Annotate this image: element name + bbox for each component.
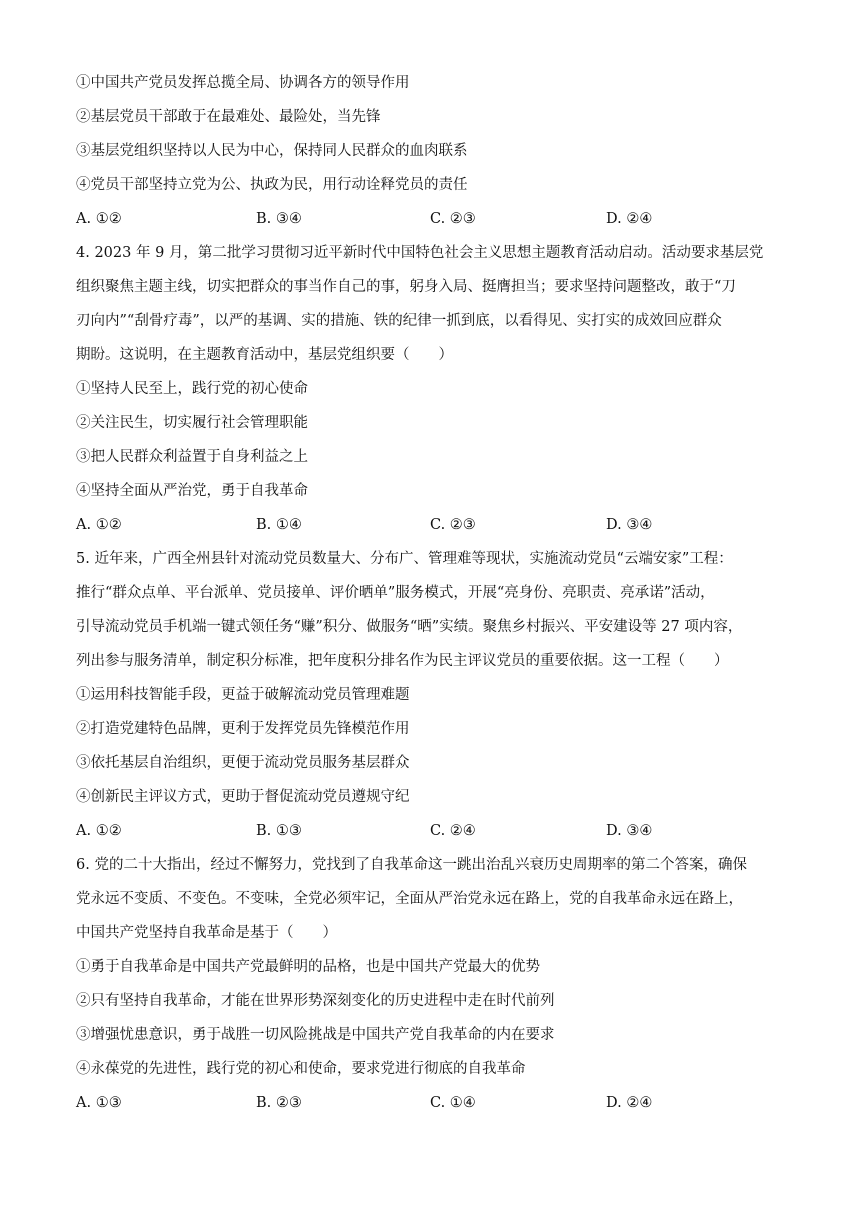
q5-stem-line-4: 列出参与服务清单，制定积分标准，把年度积分排名作为民主评议党员的重要依据。这一工程（ ） xyxy=(76,653,729,669)
q5-answer-b: B. ①③ xyxy=(256,823,302,839)
q6-answer-a: A. ①③ xyxy=(76,1095,122,1111)
q6-stem-line-1: 6. 党的二十大指出，经过不懈努力，党找到了自我革命这一跳出治乱兴衰历史周期率的第二个答案，确保 xyxy=(76,857,747,873)
q4-answer-a: A. ①② xyxy=(76,517,122,533)
q3-option-1: ①中国共产党员发挥总揽全局、协调各方的领导作用 xyxy=(76,75,410,91)
q6-stem-line-3: 中国共产党坚持自我革命是基于（ ） xyxy=(76,925,337,941)
q4-stem-line-4: 期盼。这说明，在主题教育活动中，基层党组织要（ ） xyxy=(76,347,453,363)
q4-stem-line-1: 4. 2023 年 9 月，第二批学习贯彻习近平新时代中国特色社会主义思想主题教育活动启动。活动要求基层党 xyxy=(76,245,764,261)
q4-answer-d: D. ③④ xyxy=(606,517,653,533)
q3-option-2: ②基层党员干部敢于在最难处、最险处，当先锋 xyxy=(76,109,381,125)
q3-option-3: ③基层党组织坚持以人民为中心，保持同人民群众的血肉联系 xyxy=(76,143,468,159)
q4-option-1: ①坚持人民至上，践行党的初心使命 xyxy=(76,381,308,397)
q4-option-2: ②关注民生，切实履行社会管理职能 xyxy=(76,415,308,431)
q5-stem-line-2: 推行“群众点单、平台派单、党员接单、评价晒单”服务模式，开展“亮身份、亮职责、亮承诺”活动， xyxy=(76,585,715,601)
q6-option-3: ③增强忧患意识，勇于战胜一切风险挑战是中国共产党自我革命的内在要求 xyxy=(76,1027,555,1043)
q5-answer-row xyxy=(76,821,796,841)
q5-answer-d: D. ③④ xyxy=(606,823,653,839)
q3-answer-row xyxy=(76,209,796,229)
q6-option-1: ①勇于自我革命是中国共产党最鲜明的品格，也是中国共产党最大的优势 xyxy=(76,959,540,975)
q5-option-1: ①运用科技智能手段，更益于破解流动党员管理难题 xyxy=(76,687,410,703)
q4-stem-line-2: 组织聚焦主题主线，切实把群众的事当作自己的事，躬身入局、挺膺担当；要求坚持问题整改，敢于“刀 xyxy=(76,279,736,295)
q3-answer-b: B. ③④ xyxy=(256,211,302,227)
q6-answer-d: D. ②④ xyxy=(606,1095,653,1111)
q6-option-2: ②只有坚持自我革命，才能在世界形势深刻变化的历史进程中走在时代前列 xyxy=(76,993,555,1009)
q3-answer-a: A. ①② xyxy=(76,211,122,227)
q4-answer-row xyxy=(76,515,796,535)
q4-option-4: ④坚持全面从严治党，勇于自我革命 xyxy=(76,483,308,499)
q5-option-3: ③依托基层自治组织，更便于流动党员服务基层群众 xyxy=(76,755,410,771)
q5-option-4: ④创新民主评议方式，更助于督促流动党员遵规守纪 xyxy=(76,789,410,805)
q4-answer-c: C. ②③ xyxy=(430,517,476,533)
q3-answer-c: C. ②③ xyxy=(430,211,476,227)
q5-answer-c: C. ②④ xyxy=(430,823,476,839)
q4-answer-b: B. ①④ xyxy=(256,517,302,533)
q6-option-4: ④永葆党的先进性，践行党的初心和使命，要求党进行彻底的自我革命 xyxy=(76,1061,526,1077)
q6-answer-b: B. ②③ xyxy=(256,1095,302,1111)
q5-stem-line-3: 引导流动党员手机端一键式领任务“赚”积分、做服务“晒”实绩。聚焦乡村振兴、平安建设等 27 项内容， xyxy=(76,619,743,635)
q5-stem-line-1: 5. 近年来，广西全州县针对流动党员数量大、分布广、管理难等现状，实施流动党员“云端安家”工程： xyxy=(76,551,733,567)
q4-stem-line-3: 刃向内”“刮骨疗毒”，以严的基调、实的措施、铁的纪律一抓到底，以看得见、实打实的成效回应群众 xyxy=(76,313,722,329)
q6-answer-row xyxy=(76,1093,796,1113)
q3-answer-d: D. ②④ xyxy=(606,211,653,227)
q3-option-4: ④党员干部坚持立党为公、执政为民，用行动诠释党员的责任 xyxy=(76,177,468,193)
q6-stem-line-2: 党永远不变质、不变色。不变味，全党必须牢记，全面从严治党永远在路上，党的自我革命永远在路上， xyxy=(76,891,743,907)
q4-option-3: ③把人民群众利益置于自身利益之上 xyxy=(76,449,308,465)
q5-answer-a: A. ①② xyxy=(76,823,122,839)
q6-answer-c: C. ①④ xyxy=(430,1095,476,1111)
q5-option-2: ②打造党建特色品牌，更利于发挥党员先锋模范作用 xyxy=(76,721,410,737)
